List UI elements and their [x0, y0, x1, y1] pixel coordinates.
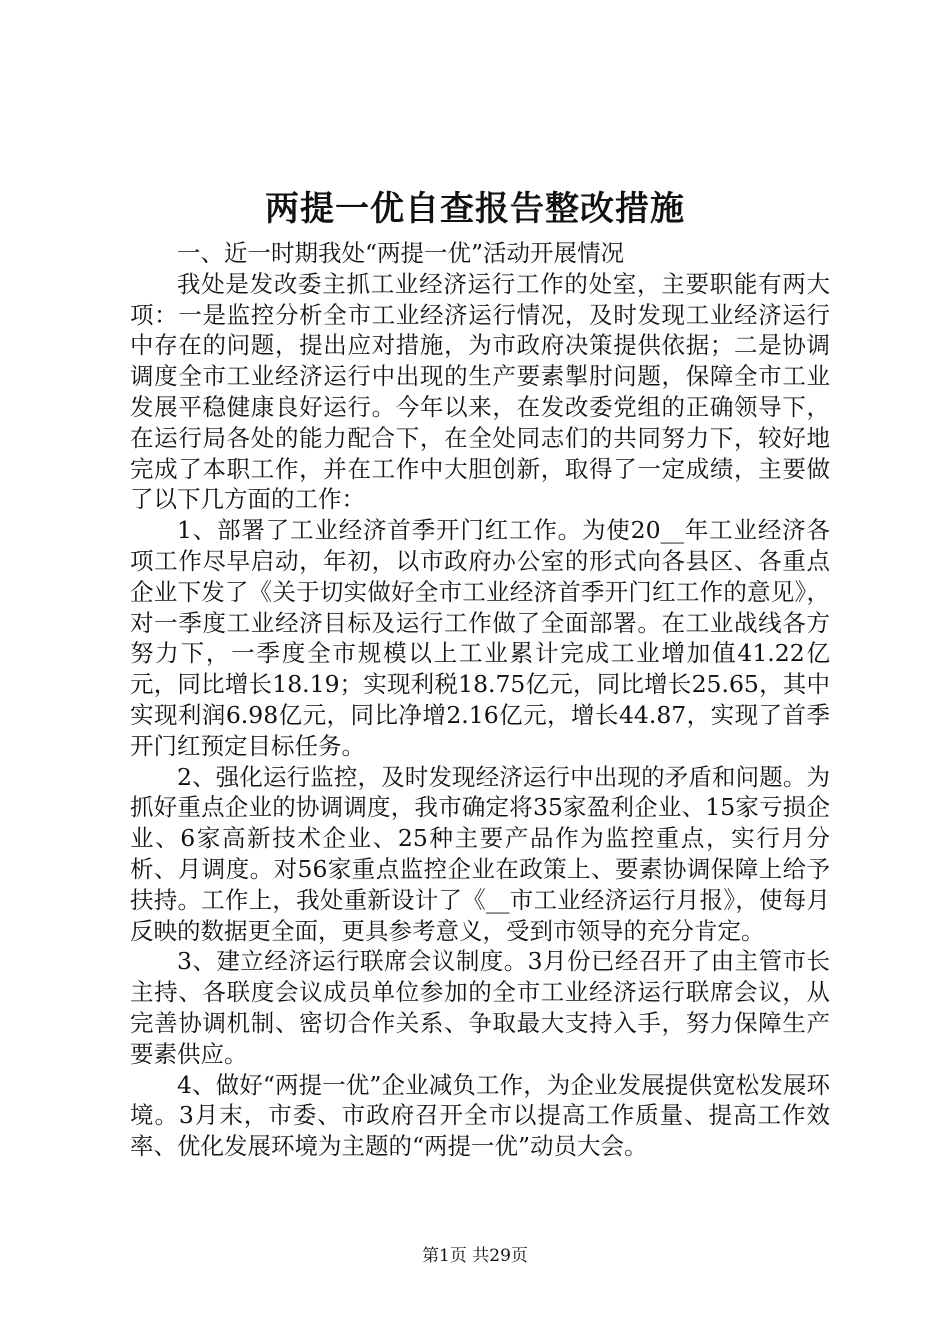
body-paragraph: 3、建立经济运行联席会议制度。3月份已经召开了由主管市长主持、各联度会议成员单位参加的全市工业经济运行联席会议，从完善协调机制、密切合作关系、争取最大支持入手，努力保障生产要素供应。 — [130, 947, 830, 1068]
body-paragraph: 2、强化运行监控，及时发现经济运行中出现的矛盾和问题。为抓好重点企业的协调调度，我市确定将35家盈利企业、15家亏损企业、6家高新技术企业、25种主要产品作为监控重点，实行月分析、月调度。对56家重点监控企业在政策上、要素协调保障上给予扶持。工作上，我处重新设计了《__市工业经济运行月报》，使每月反映的数据更全面，更具参考意义，受到市领导的充分肯定。 — [130, 762, 830, 945]
body-paragraph: 1、部署了工业经济首季开门红工作。为使20__年工业经济各项工作尽早启动，年初，以市政府办公室的形式向各县区、各重点企业下发了《关于切实做好全市工业经济首季开门红工作的意见》，对一季度工业经济目标及运行工作做了全面部署。在工业战线各方努力下，一季度全市规模以上工业累计完成工业增加值41.22亿元，同比增长18.19；实现利税18.75亿元，同比增长25.65，其中实现利润6.98亿元，同比净增2.16亿元，增长44.87，实现了首季开门红预定目标任务。 — [130, 516, 830, 760]
document-body — [130, 238, 830, 1162]
body-paragraph: 我处是发改委主抓工业经济运行工作的处室，主要职能有两大项：一是监控分析全市工业经济运行情况，及时发现工业经济运行中存在的问题，提出应对措施，为市政府决策提供依据；二是协调调度全市工业经济运行中出现的生产要素掣肘问题，保障全市工业发展平稳健康良好运行。今年以来，在发改委党组的正确领导下，在运行局各处的能力配合下，在全处同志们的共同努力下，较好地完成了本职工作，并在工作中大胆创新，取得了一定成绩，主要做了以下几方面的工作： — [130, 269, 830, 514]
section-heading: 一、近一时期我处“两提一优”活动开展情况 — [177, 239, 625, 267]
page-number: 第1页 共29页 — [422, 1246, 528, 1266]
body-paragraph: 4、做好“两提一优”企业减负工作，为企业发展提供宽松发展环境。3月末，市委、市政府召开全市以提高工作质量、提高工作效率、优化发展环境为主题的“两提一优”动员大会。 — [130, 1070, 830, 1161]
document-title: 两提一优自查报告整改措施 — [265, 189, 685, 229]
